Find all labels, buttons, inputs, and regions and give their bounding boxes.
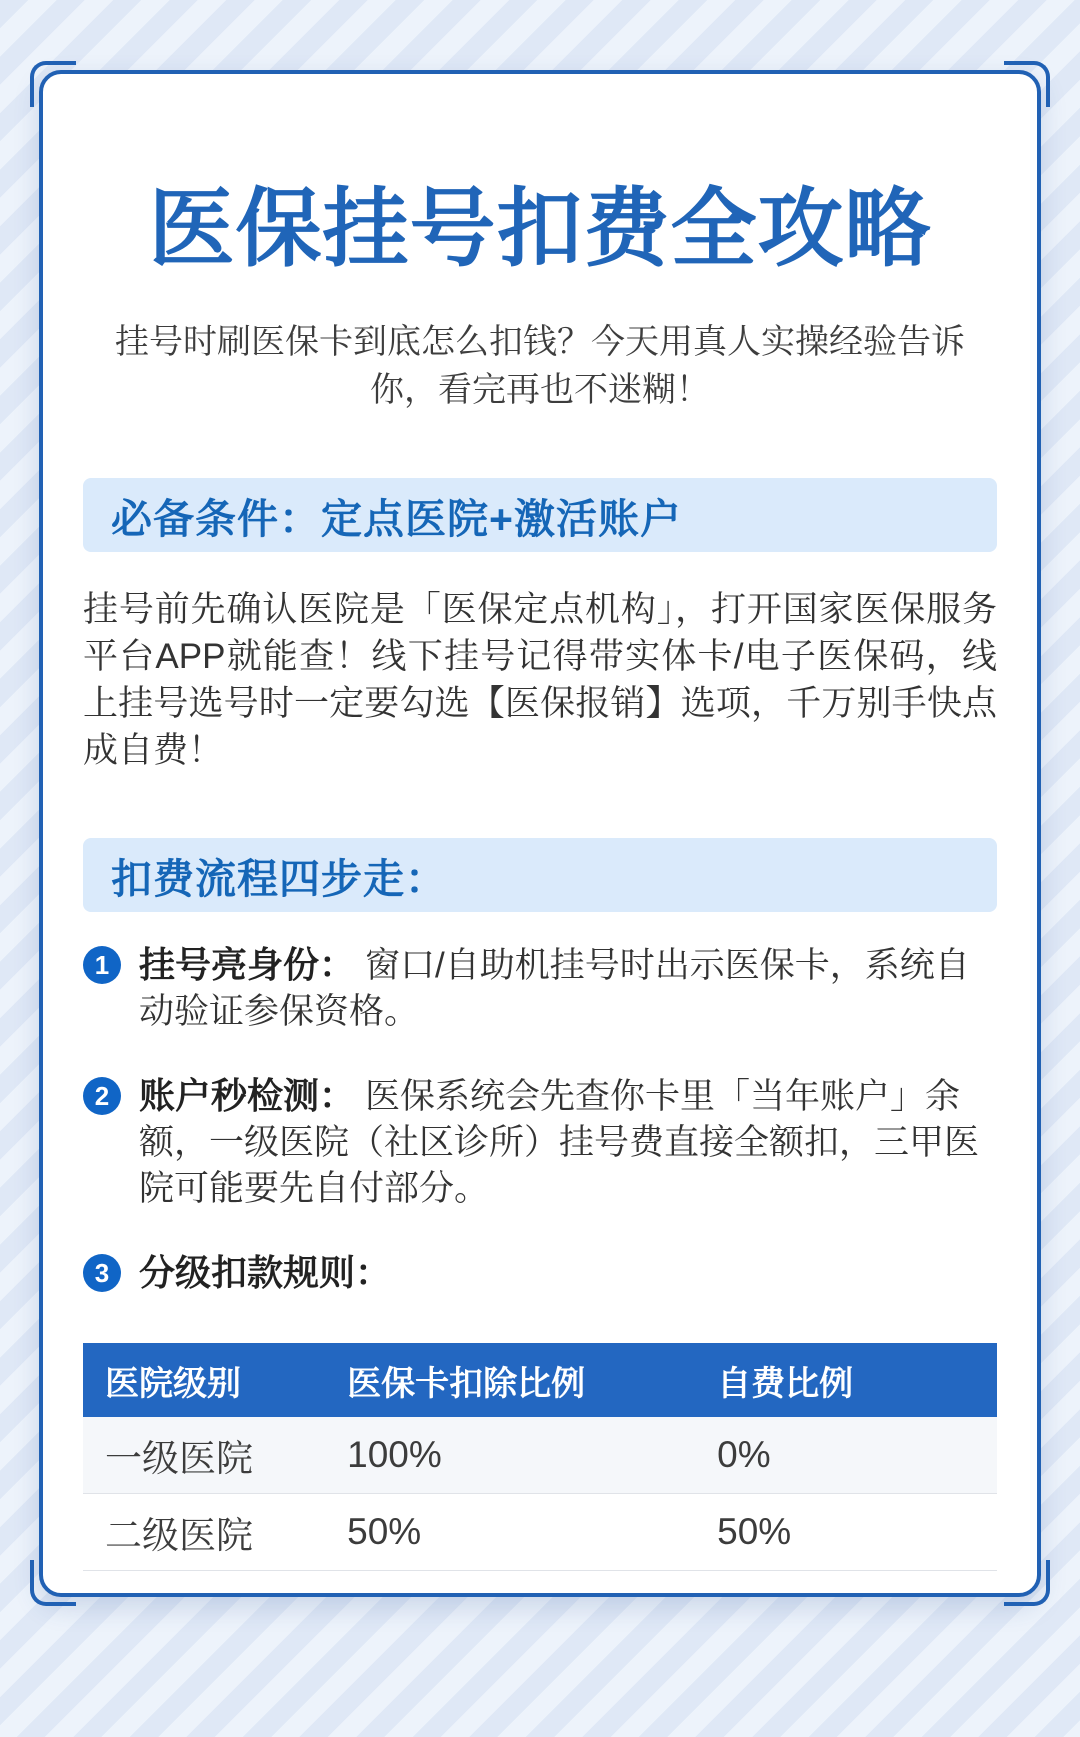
steps-list (83, 942, 997, 1297)
page-subtitle: 挂号时刷医保卡到底怎么扣钱？今天用真人实操经验告诉你，看完再也不迷糊！ (115, 323, 965, 409)
section-heading-process-label: 扣费流程四步走： (111, 855, 447, 902)
table-header-cell: 自费比例 (695, 1343, 997, 1417)
requirements-paragraph: 挂号前先确认医院是「医保定点机构」，打开国家医保服务平台APP就能查！线下挂号记得带实体卡/电子医保码，线上挂号选号时一定要勾选【医保报销】选项，千万别手快点成自费！ (83, 590, 997, 770)
corner-bracket-bottom-right-icon (1004, 1560, 1050, 1606)
page-title: 医保挂号扣费全攻略 (148, 181, 932, 277)
step-item (83, 1250, 997, 1297)
step-text: 窗口/自助机挂号时出示医保卡，系统自动验证参保资格。 (139, 946, 970, 1031)
corner-bracket-top-left-icon (30, 61, 76, 107)
table-cell: 50% (695, 1494, 997, 1571)
table-cell: 100% (325, 1417, 695, 1494)
deduction-table-body (83, 1417, 997, 1571)
step-number-badge: 3 (83, 1254, 121, 1292)
section-heading-requirements-label: 必备条件：定点医院+激活账户 (111, 495, 682, 542)
section-heading-requirements (83, 478, 997, 552)
corner-bracket-bottom-left-icon (30, 1560, 76, 1606)
step-text: 医保系统会先查你卡里「当年账户」余额，一级医院（社区诊所）挂号费直接全额扣，三甲医院可能要先自付部分。 (139, 1077, 980, 1208)
step-label: 账户秒检测： (139, 1075, 356, 1116)
step-label: 挂号亮身份： (139, 944, 356, 985)
corner-bracket-top-right-icon (1004, 61, 1050, 107)
step-label: 分级扣款规则： (139, 1252, 392, 1293)
deduction-table-head (83, 1343, 997, 1417)
step-item (83, 942, 997, 1035)
table-header-cell: 医院级别 (83, 1343, 325, 1417)
table-cell: 一级医院 (83, 1417, 325, 1494)
table-cell: 二级医院 (83, 1494, 325, 1571)
step-item (83, 1073, 997, 1212)
deduction-table (83, 1343, 997, 1571)
table-cell: 50% (325, 1494, 695, 1571)
table-row (83, 1494, 997, 1571)
poster-card (39, 70, 1041, 1597)
table-cell: 0% (695, 1417, 997, 1494)
table-row (83, 1417, 997, 1494)
step-number-badge: 1 (83, 946, 121, 984)
step-number-badge: 2 (83, 1077, 121, 1115)
table-header-row (83, 1343, 997, 1417)
section-heading-process (83, 838, 997, 912)
table-header-cell: 医保卡扣除比例 (325, 1343, 695, 1417)
